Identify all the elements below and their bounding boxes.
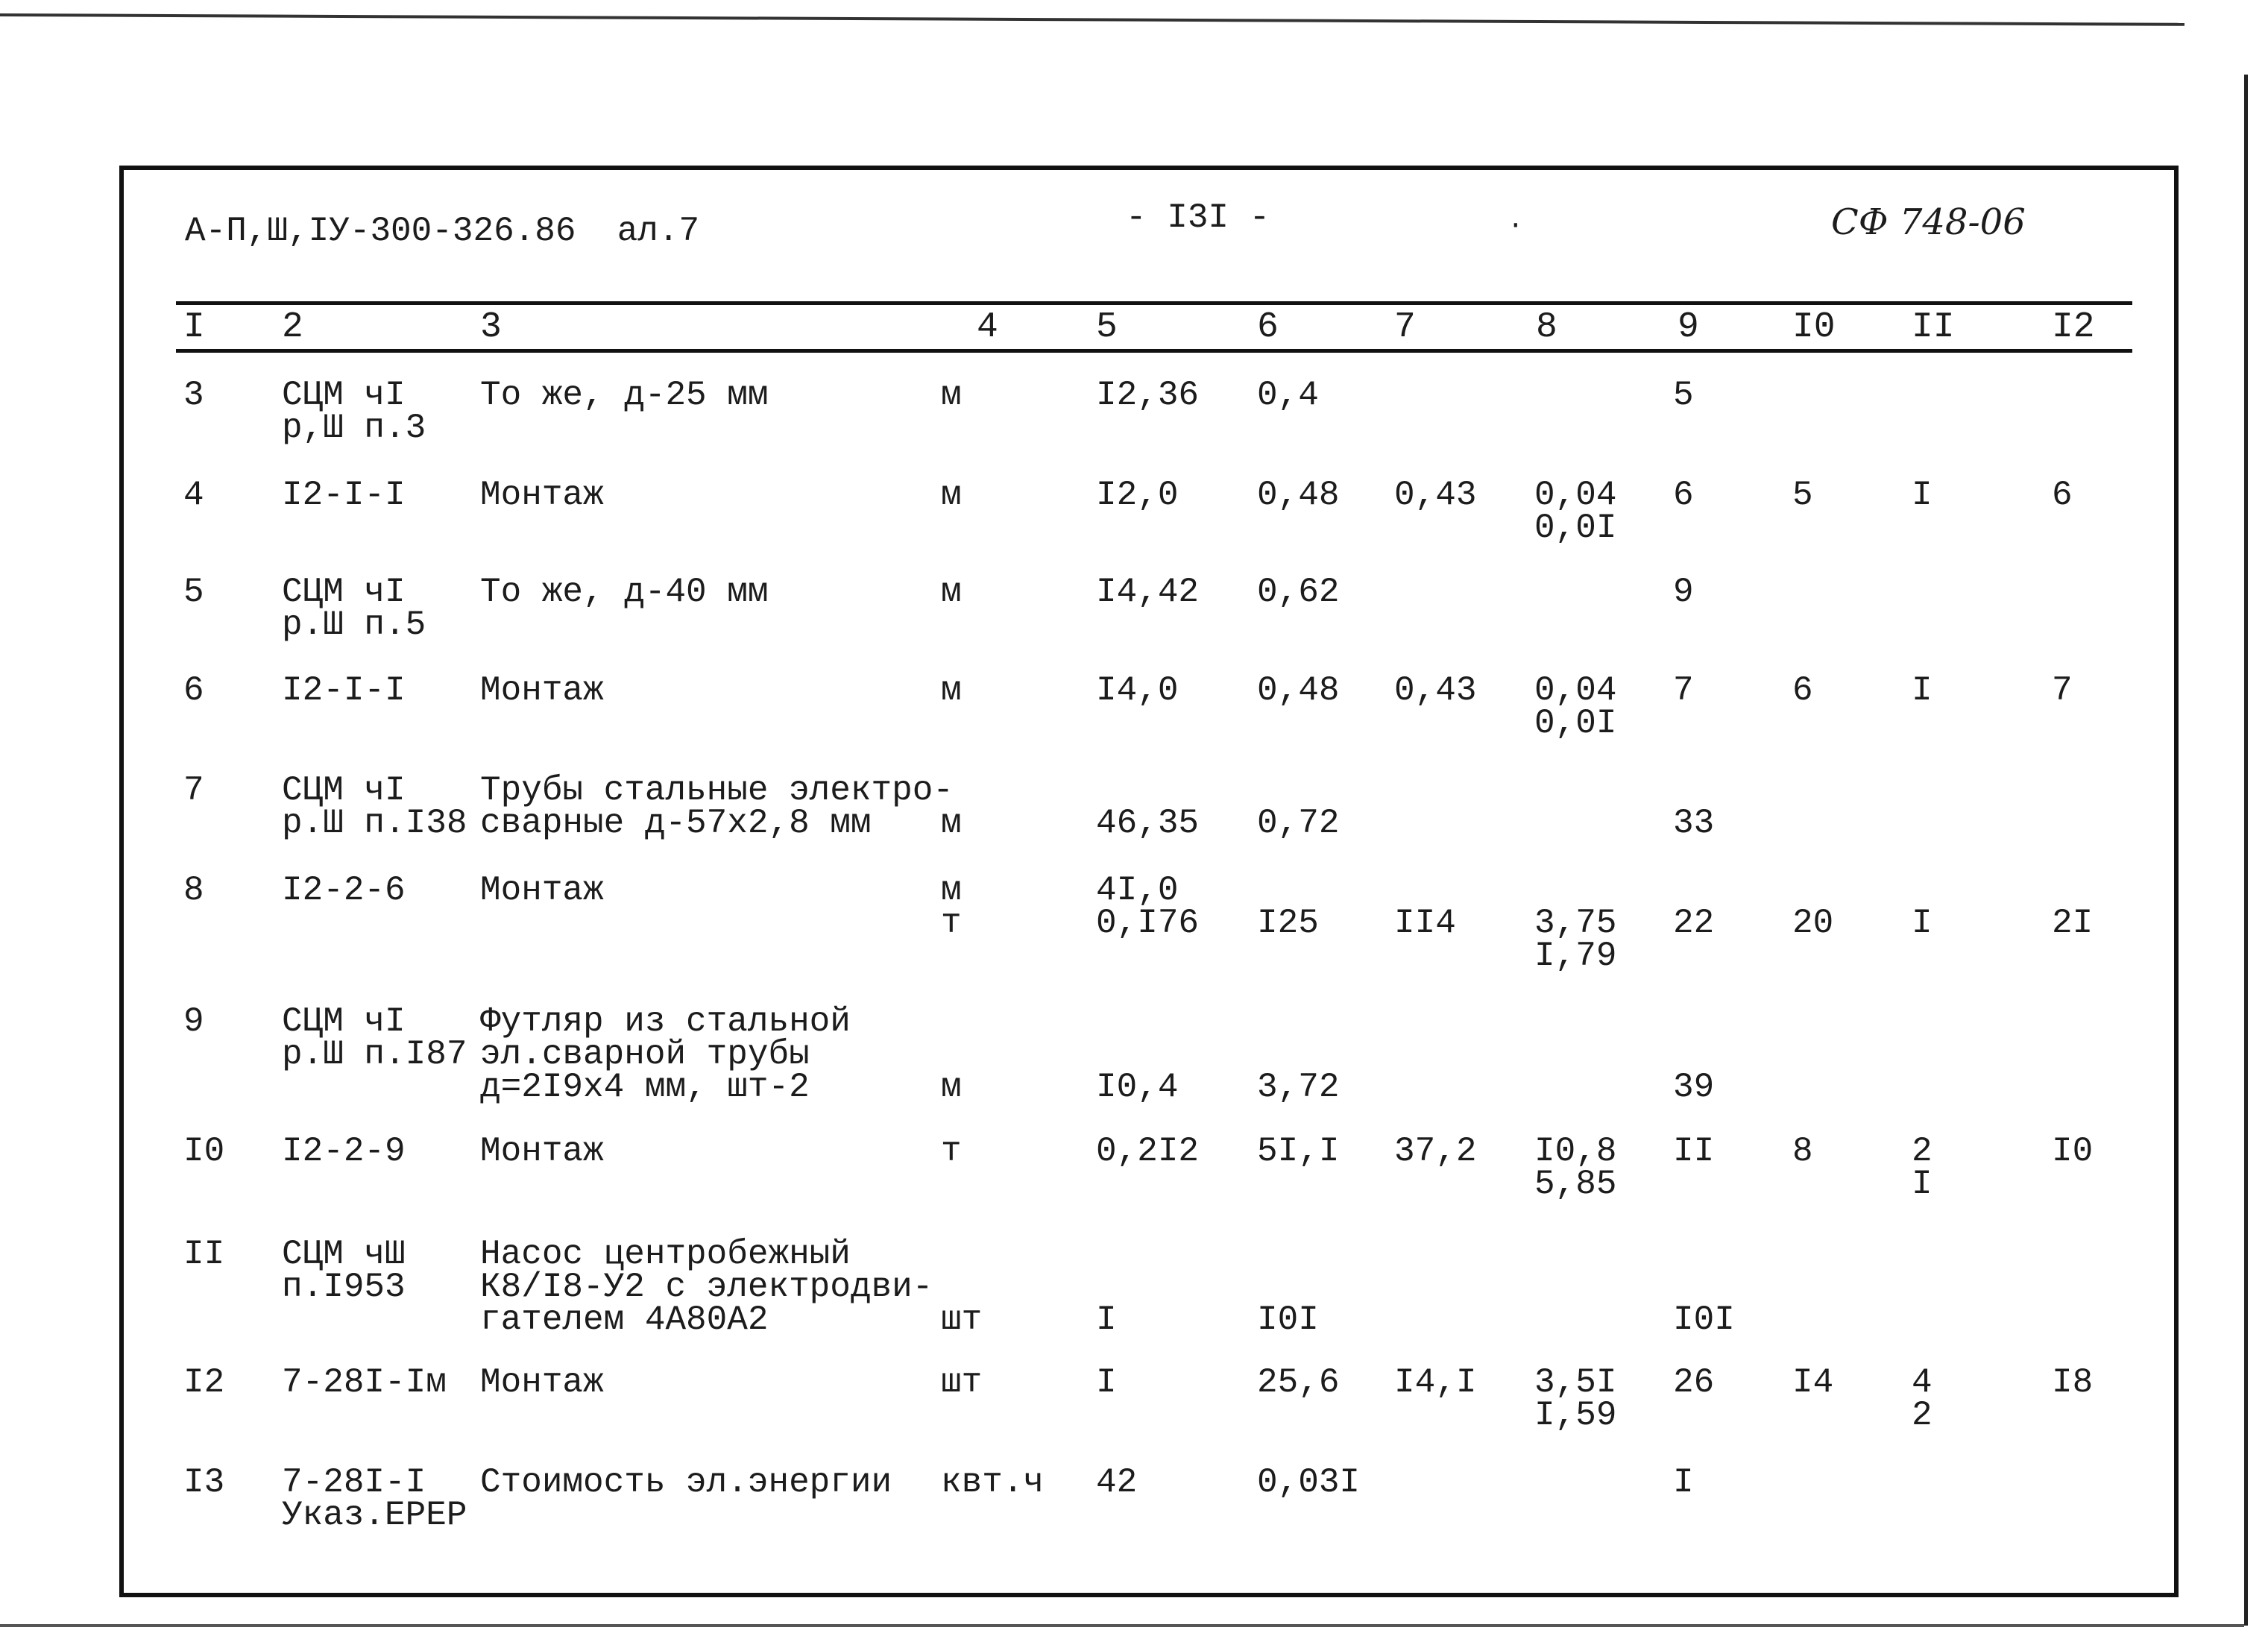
scan-right-edge — [2244, 75, 2248, 1626]
table-cell-quantity: 46,35 — [1096, 804, 1200, 843]
table-cell-row-number: 3 — [183, 376, 204, 415]
table-cell-quantity: I4,0 — [1096, 671, 1179, 710]
table-cell-col-12: I0 — [2052, 1132, 2094, 1171]
table-cell-col-8: 0,04 0,0I — [1534, 671, 1617, 743]
table-cell-norm-code: I2-2-6 — [282, 871, 406, 910]
table-cell-col-10: 6 — [1792, 671, 1813, 710]
table-cell-col-6: 0,62 — [1257, 573, 1340, 611]
handwritten-code: СФ 748-06 — [1831, 201, 2026, 243]
table-cell-col-11: I — [1912, 671, 1932, 710]
table-cell-col-12: I8 — [2052, 1363, 2094, 1402]
table-cell-unit: м — [941, 804, 962, 843]
table-cell-col-9: 22 — [1673, 904, 1715, 943]
table-cell-col-11: I — [1912, 476, 1932, 515]
table-cell-col-11: 4 2 — [1912, 1363, 1932, 1435]
column-header-9: 9 — [1678, 307, 1699, 347]
table-cell-unit: шт — [941, 1300, 983, 1339]
table-cell-norm-code: I2-I-I — [282, 476, 406, 515]
table-top-rule — [176, 301, 2132, 305]
table-cell-col-12: 6 — [2052, 476, 2073, 515]
table-cell-col-10: 20 — [1792, 904, 1834, 943]
table-cell-norm-code: СЦМ чШ п.I953 — [282, 1235, 406, 1306]
table-cell-unit: м — [941, 376, 962, 415]
table-cell-col-10: I4 — [1792, 1363, 1834, 1402]
table-cell-quantity: I — [1096, 1363, 1117, 1402]
column-header-2: 2 — [282, 307, 303, 347]
table-cell-quantity: I4,42 — [1096, 573, 1200, 611]
table-cell-row-number: 7 — [183, 771, 204, 810]
column-header-5: 5 — [1096, 307, 1118, 347]
table-cell-col-9: 9 — [1673, 573, 1694, 611]
table-cell-unit: т — [941, 1132, 962, 1171]
table-cell-description: Монтаж — [480, 1132, 604, 1171]
table-cell-unit: м т — [941, 871, 962, 943]
column-header-10: I0 — [1792, 307, 1836, 347]
table-cell-unit: м — [941, 573, 962, 611]
table-cell-unit: м — [941, 1068, 962, 1107]
table-cell-col-6: 0,03I — [1257, 1463, 1361, 1502]
table-cell-col-6: 25,6 — [1257, 1363, 1340, 1402]
page-number: - I3I - — [1126, 198, 1270, 237]
table-cell-description: То же, д-40 мм — [480, 573, 769, 611]
table-cell-quantity: 0,2I2 — [1096, 1132, 1200, 1171]
table-cell-description: Футляр из стальной эл.сварной трубы д=2I9х4 мм, шт-2 — [480, 1002, 851, 1107]
table-cell-row-number: 5 — [183, 573, 204, 611]
table-cell-description: Монтаж — [480, 671, 604, 710]
table-cell-col-8: 3,5I I,59 — [1534, 1363, 1617, 1435]
speck: · — [1508, 210, 1524, 241]
table-cell-row-number: 8 — [183, 871, 204, 910]
table-cell-col-9: 33 — [1673, 804, 1715, 843]
table-cell-col-6: I25 — [1257, 904, 1319, 943]
table-cell-col-11: I — [1912, 904, 1932, 943]
scan-bottom-edge — [0, 1624, 2244, 1627]
table-cell-description: Насос центробежный К8/I8-У2 с электродви- гателем 4А80А2 — [480, 1235, 933, 1339]
table-cell-norm-code: СЦМ чI р.Ш п.I38 — [282, 771, 467, 843]
table-cell-col-8: 0,04 0,0I — [1534, 476, 1617, 547]
table-cell-description: Монтаж — [480, 871, 604, 910]
column-header-7: 7 — [1394, 307, 1416, 347]
document-code: А-П,Ш,IУ-300-326.86 ал.7 — [185, 212, 700, 251]
column-header-1: I — [183, 307, 205, 347]
table-cell-col-8: I0,8 5,85 — [1534, 1132, 1617, 1204]
table-cell-norm-code: СЦМ чI р.Ш п.I87 — [282, 1002, 467, 1074]
table-cell-col-12: 2I — [2052, 904, 2094, 943]
table-cell-col-7: 37,2 — [1394, 1132, 1477, 1171]
table-cell-col-9: II — [1673, 1132, 1715, 1171]
table-cell-norm-code: 7-28I-Iм — [282, 1363, 447, 1402]
table-cell-norm-code: I2-2-9 — [282, 1132, 406, 1171]
table-cell-norm-code: 7-28I-I Указ.ЕРЕР — [282, 1463, 467, 1535]
table-cell-unit: м — [941, 476, 962, 515]
column-header-12: I2 — [2052, 307, 2095, 347]
table-cell-col-9: I0I — [1673, 1300, 1735, 1339]
table-cell-col-9: 7 — [1673, 671, 1694, 710]
table-cell-quantity: 4I,0 0,I76 — [1096, 871, 1200, 943]
table-cell-col-7: 0,43 — [1394, 671, 1477, 710]
table-cell-description: Стоимость эл.энергии — [480, 1463, 892, 1502]
table-cell-quantity: I2,36 — [1096, 376, 1200, 415]
column-header-3: 3 — [480, 307, 502, 347]
table-cell-norm-code: СЦМ чI р,Ш п.3 — [282, 376, 426, 447]
table-cell-unit: м — [941, 671, 962, 710]
table-cell-col-9: 26 — [1673, 1363, 1715, 1402]
table-cell-row-number: I0 — [183, 1132, 225, 1171]
scan-top-edge — [0, 13, 2184, 26]
table-header-rule — [176, 349, 2132, 353]
table-cell-col-6: 5I,I — [1257, 1132, 1340, 1171]
table-cell-norm-code: I2-I-I — [282, 671, 406, 710]
table-cell-col-12: 7 — [2052, 671, 2073, 710]
table-cell-col-6: 0,48 — [1257, 671, 1340, 710]
column-header-4: 4 — [977, 307, 998, 347]
table-cell-quantity: I — [1096, 1300, 1117, 1339]
table-cell-row-number: 4 — [183, 476, 204, 515]
table-cell-col-7: II4 — [1394, 904, 1456, 943]
table-cell-row-number: 9 — [183, 1002, 204, 1041]
table-cell-unit: квт.ч — [941, 1463, 1045, 1502]
table-cell-unit: шт — [941, 1363, 983, 1402]
table-cell-col-7: 0,43 — [1394, 476, 1477, 515]
table-cell-row-number: II — [183, 1235, 225, 1274]
table-cell-description: Трубы стальные электро- сварные д-57х2,8 мм — [480, 771, 954, 843]
table-cell-col-8: 3,75 I,79 — [1534, 904, 1617, 975]
table-cell-col-7: I4,I — [1394, 1363, 1477, 1402]
column-header-8: 8 — [1536, 307, 1557, 347]
table-cell-row-number: I2 — [183, 1363, 225, 1402]
table-cell-col-10: 5 — [1792, 476, 1813, 515]
table-cell-col-6: 0,72 — [1257, 804, 1340, 843]
table-cell-col-9: 39 — [1673, 1068, 1715, 1107]
table-cell-col-6: I0I — [1257, 1300, 1319, 1339]
table-cell-norm-code: СЦМ чI р.Ш п.5 — [282, 573, 426, 644]
table-cell-col-10: 8 — [1792, 1132, 1813, 1171]
table-cell-col-9: I — [1673, 1463, 1694, 1502]
table-cell-quantity: I2,0 — [1096, 476, 1179, 515]
table-cell-col-11: 2 I — [1912, 1132, 1932, 1204]
table-cell-quantity: 42 — [1096, 1463, 1138, 1502]
table-cell-row-number: 6 — [183, 671, 204, 710]
column-header-6: 6 — [1257, 307, 1279, 347]
table-cell-row-number: I3 — [183, 1463, 225, 1502]
table-cell-col-6: 3,72 — [1257, 1068, 1340, 1107]
table-cell-col-6: 0,4 — [1257, 376, 1319, 415]
table-cell-col-6: 0,48 — [1257, 476, 1340, 515]
table-cell-description: То же, д-25 мм — [480, 376, 769, 415]
table-cell-col-9: 5 — [1673, 376, 1694, 415]
table-cell-description: Монтаж — [480, 476, 604, 515]
table-cell-description: Монтаж — [480, 1363, 604, 1402]
table-cell-quantity: I0,4 — [1096, 1068, 1179, 1107]
column-header-11: II — [1912, 307, 1955, 347]
table-cell-col-9: 6 — [1673, 476, 1694, 515]
